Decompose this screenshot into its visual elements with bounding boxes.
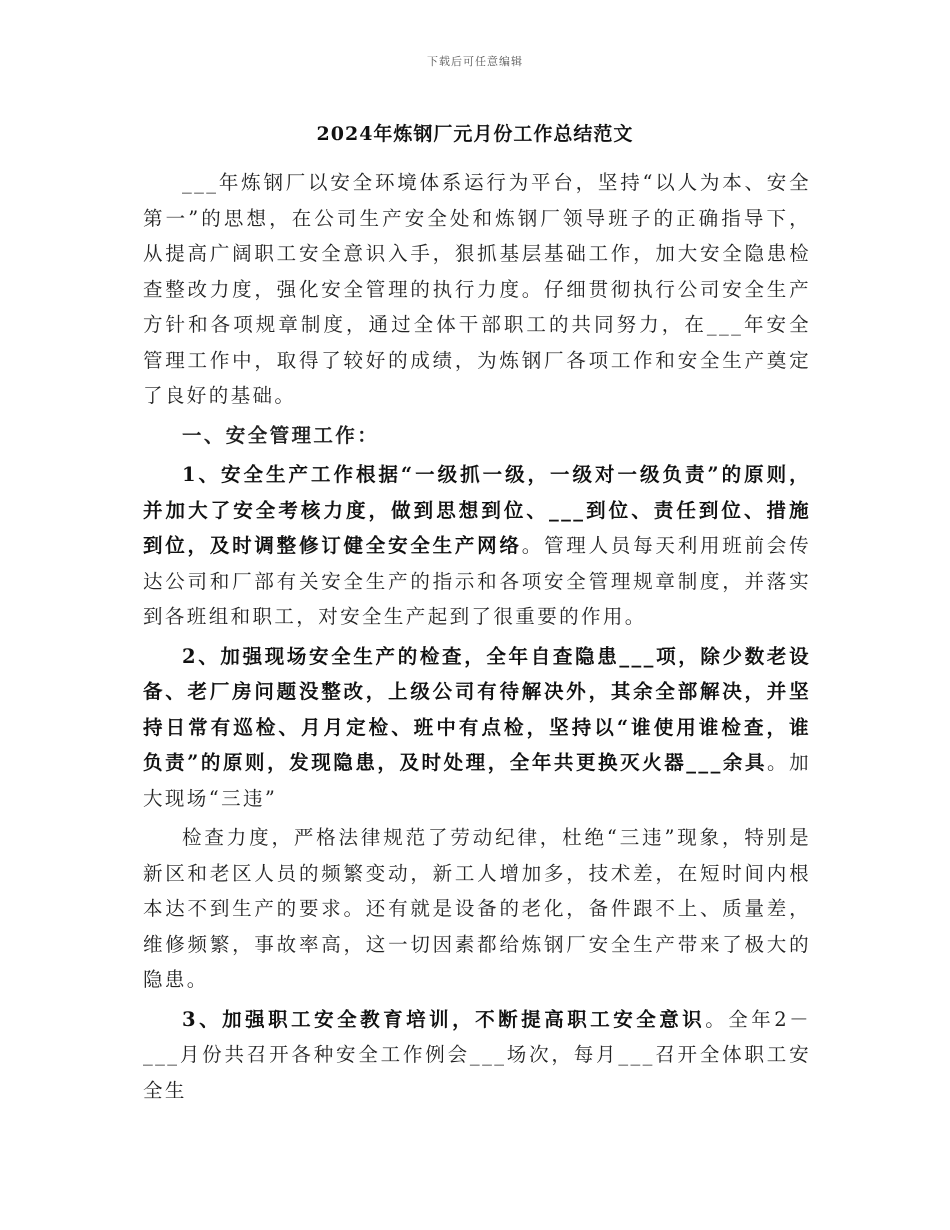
item-1-bold-text: 1、安全生产工作根据“一级抓一级，一级对一级负责”的原则，并加大了安全考核力度，做到思想到位、___到位、责任到位、措施到位，及时调整修订健全安全生产网络 — [143, 463, 811, 557]
item-2-text: 。加大现场“三违” — [143, 751, 811, 810]
item-1-paragraph — [143, 457, 811, 635]
item-3-paragraph — [143, 1002, 811, 1109]
item-3-text: 。全年2－___月份共召开各种安全工作例会___场次，每月___召开全体职工安全生 — [143, 1007, 811, 1102]
item-2-paragraph — [143, 639, 811, 817]
document-body — [143, 165, 811, 1108]
continuation-paragraph: 检查力度，严格法律规范了劳动纪律，杜绝“三违”现象，特别是新区和老区人员的频繁变动，新工人增加多，技术差，在短时间内根本达不到生产的要求。还有就是设备的老化，备件跟不上、质量差，维修频繁，事故率高，这一切因素都给炼钢厂安全生产带来了极大的隐患。 — [143, 826, 811, 991]
page-title: 2024年炼钢厂元月份工作总结范文 — [316, 123, 634, 145]
item-1-text: 。管理人员每天利用班前会传达公司和厂部有关安全生产的指示和各项安全管理规章制度，并落实到各班组和职工，对安全生产起到了很重要的作用。 — [143, 534, 811, 628]
item-2-bold-text: 2、加强现场安全生产的检查，全年自查隐患___项，除少数老设备、老厂房问题没整改，上级公司有待解决外，其余全部解决，并坚持日常有巡检、月月定检、班中有点检，坚持以“谁使用谁检查，谁负责”的原则，发现隐患，及时处理，全年共更换灭火器___余具 — [143, 644, 811, 774]
header-note: 下载后可任意编辑 — [427, 55, 523, 68]
section-heading-safety-management: 一、安全管理工作： — [182, 423, 380, 447]
item-3-bold-text: 3、加强职工安全教育培训，不断提高职工安全意识 — [182, 1007, 706, 1031]
intro-paragraph: ___年炼钢厂以安全环境体系运行为平台，坚持“以人为本、安全第一”的思想，在公司生产安全处和炼钢厂领导班子的正确指导下，从提高广阔职工安全意识入手，狠抓基层基础工作，加大安全隐患检查整改力度，强化安全管理的执行力度。仔细贯彻执行公司安全生产方针和各项规章制度，通过全体干部职工的共同努力，在___年安全管理工作中，取得了较好的成绩，为炼钢厂各项工作和安全生产奠定了良好的基础。 — [143, 171, 811, 407]
